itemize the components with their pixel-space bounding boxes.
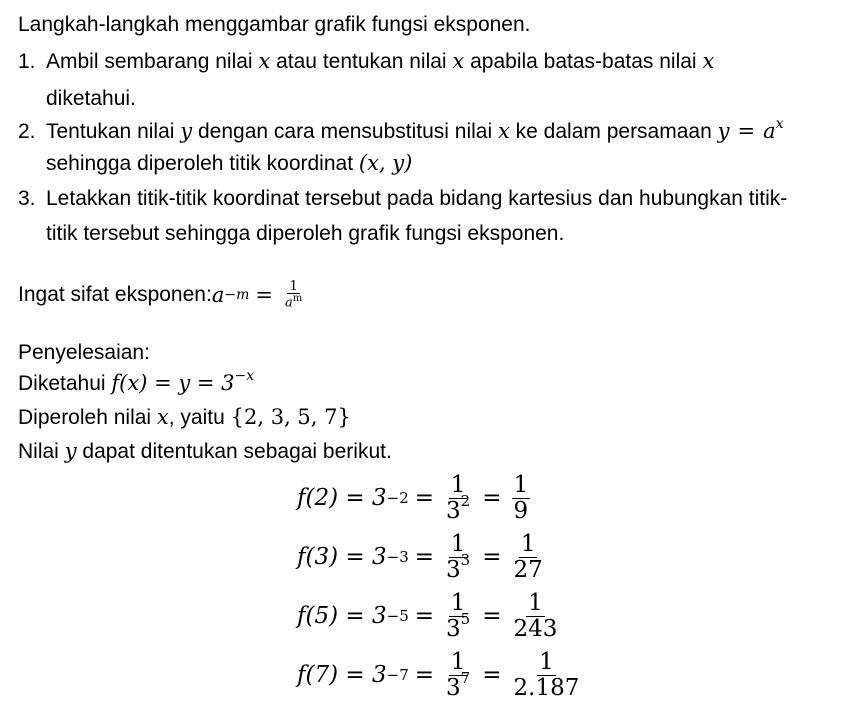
step-1-line-2: diketahui. [46, 87, 136, 110]
known-text: Diketahui [18, 372, 112, 395]
eq-exponent: x [775, 116, 784, 132]
equation-fraction-2: $\frac{1}{243}$ [513, 590, 558, 642]
equation-fraction-1: $\frac{1}{3^2}$ [446, 472, 471, 524]
step-2-text-c: ke dalam persamaan [509, 120, 718, 143]
step-3-line-2: titik tersebut sehingga diperoleh grafik fungsi eksponen. [46, 222, 565, 245]
step-3-number: 3. [18, 187, 36, 210]
solution-label: Penyelesaian: [18, 341, 150, 364]
equals-sign: = [482, 544, 502, 570]
equation-f2: f(2) = 3 −2 = $\frac{1}{3^2}$ = $\frac{1}{9}$ [297, 472, 529, 524]
var-x: x [258, 49, 271, 73]
step-2-text-b: dengan cara mensubstitusi nilai [192, 120, 498, 143]
equals-sign: = [414, 603, 435, 629]
x-value-set: {2, 3, 5, 7} [230, 405, 351, 429]
den-exponent: m [292, 293, 303, 305]
equals-sign: = [482, 662, 502, 688]
step-1-number: 1. [18, 50, 36, 73]
fraction-numerator: 1 [289, 278, 298, 294]
equation-lhs: f(3) = 3 [297, 544, 387, 570]
equation-lhs: f(7) = 3 [297, 662, 387, 688]
known-function [18, 368, 254, 399]
step-2-line-2 [46, 148, 412, 179]
step-1-line-1 [18, 46, 714, 77]
property-sign: = [255, 283, 273, 307]
exponent-property: Ingat sifat eksponen: a −m = $\frac{1}{a^m}$ [18, 278, 303, 311]
equals-sign: = [414, 544, 435, 570]
step-1-text-a: Ambil sembarang nilai [46, 50, 259, 73]
determine-line [18, 436, 392, 467]
var-y: y [180, 119, 193, 143]
equation-fraction-2: $\frac{1}{27}$ [513, 531, 543, 583]
eq-lhs: y [717, 119, 730, 143]
equation-fraction-1: $\frac{1}{3^3}$ [446, 531, 471, 583]
den-base: a [284, 295, 293, 311]
equation-f3: f(3) = 3 −3 = $\frac{1}{3^3}$ = $\frac{1}{27}$ [297, 531, 543, 583]
step-2-number: 2. [18, 120, 36, 143]
var-y: y [64, 439, 77, 463]
equals-sign: = [482, 485, 502, 511]
intro-title: Langkah-langkah menggambar grafik fungsi eksponen. [18, 13, 531, 36]
determine-text-2: dapat ditentukan sebagai berikut. [76, 440, 392, 463]
var-x: x [156, 405, 169, 429]
step-3-text-a: Letakkan titik-titik koordinat tersebut pada bidang kartesius dan hubungkan titik- [46, 187, 788, 210]
equals-sign: = [414, 662, 435, 688]
var-x: x [702, 49, 715, 73]
equation-lhs: f(2) = 3 [297, 485, 387, 511]
step-2-line-1 [18, 116, 784, 147]
equation-fraction-1: $\frac{1}{3^5}$ [446, 590, 471, 642]
x-values-line [18, 402, 351, 433]
property-fraction [283, 280, 304, 311]
equation-f7: f(7) = 3 −7 = $\frac{1}{3^7}$ = $\frac{1}{2.187}$ [297, 649, 580, 701]
equation-fraction-1: $\frac{1}{3^7}$ [446, 649, 471, 701]
equation-fraction-2: $\frac{1}{2.187}$ [513, 649, 580, 701]
step-3-line-1 [18, 184, 787, 214]
step-2-text-d: sehingga diperoleh titik koordinat [46, 152, 359, 175]
var-x: x [497, 119, 510, 143]
step-1-text-b: atau tentukan nilai [270, 50, 453, 73]
eq-sign: = [737, 119, 756, 143]
equation-fraction-2: $\frac{1}{9}$ [513, 472, 529, 524]
property-base: a [211, 283, 225, 307]
coordinate: (x, y) [358, 151, 413, 175]
eq-base: a [763, 119, 776, 143]
equals-sign: = [482, 603, 502, 629]
equation-f5: f(5) = 3 −5 = $\frac{1}{3^5}$ = $\frac{1}{243}$ [297, 590, 558, 642]
determine-text: Nilai [18, 440, 65, 463]
values-text: Diperoleh nilai [18, 406, 157, 429]
fraction-denominator [283, 294, 304, 310]
step-2-text-a: Tentukan nilai [46, 120, 181, 143]
equation-lhs: f(5) = 3 [297, 603, 387, 629]
var-x: x [452, 49, 465, 73]
known-func: f(x) = y = 3 [111, 371, 235, 395]
property-label: Ingat sifat eksponen: [18, 283, 212, 306]
known-exponent: −x [234, 368, 255, 384]
values-text-2: , yaitu [168, 406, 231, 429]
step-1-text-c: apabila batas-batas nilai [464, 50, 703, 73]
equals-sign: = [414, 485, 435, 511]
